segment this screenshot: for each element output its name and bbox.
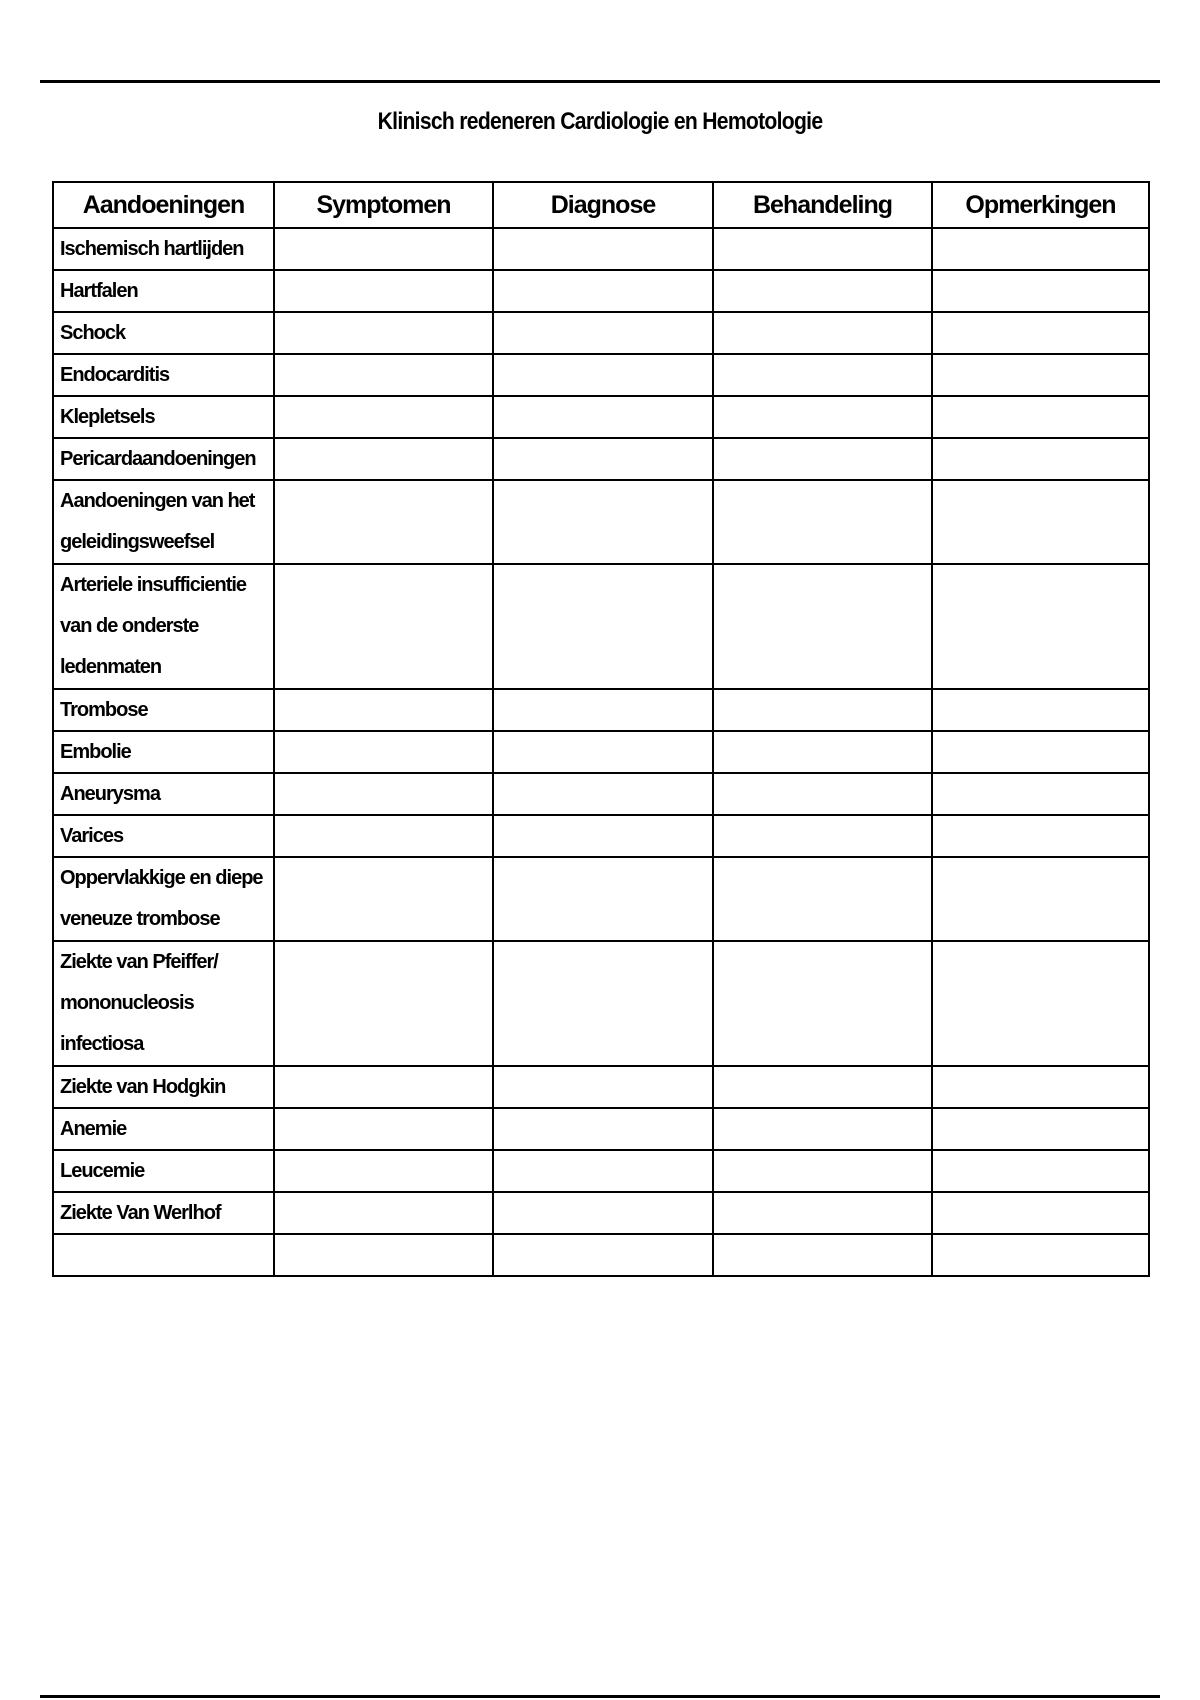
symptoms-cell[interactable]: [274, 1234, 493, 1276]
table-row: [53, 480, 1149, 564]
condition-cell: Schock: [53, 312, 274, 354]
condition-cell: Ziekte van Hodgkin: [53, 1066, 274, 1108]
table-header-row: [53, 182, 1149, 228]
diagnosis-cell[interactable]: [493, 857, 713, 941]
remarks-cell[interactable]: [932, 815, 1149, 857]
condition-cell: Klepletsels: [53, 396, 274, 438]
remarks-cell[interactable]: [932, 396, 1149, 438]
remarks-cell[interactable]: [932, 1150, 1149, 1192]
table-row: [53, 270, 1149, 312]
top-divider: [40, 80, 1160, 83]
table-row: [53, 941, 1149, 1066]
symptoms-cell[interactable]: [274, 480, 493, 564]
treatment-cell[interactable]: [713, 312, 932, 354]
diagnosis-cell[interactable]: [493, 731, 713, 773]
symptoms-cell[interactable]: [274, 270, 493, 312]
symptoms-cell[interactable]: [274, 312, 493, 354]
treatment-cell[interactable]: [713, 731, 932, 773]
table-row: [53, 1066, 1149, 1108]
treatment-cell[interactable]: [713, 480, 932, 564]
condition-cell: Oppervlakkige en diepe veneuze trombose: [53, 857, 274, 941]
treatment-cell[interactable]: [713, 689, 932, 731]
remarks-cell[interactable]: [932, 941, 1149, 1066]
column-header-behandeling: Behandeling: [713, 182, 932, 228]
table-row: [53, 354, 1149, 396]
diagnosis-cell[interactable]: [493, 1192, 713, 1234]
treatment-cell[interactable]: [713, 1150, 932, 1192]
treatment-cell[interactable]: [713, 396, 932, 438]
symptoms-cell[interactable]: [274, 773, 493, 815]
condition-cell: Varices: [53, 815, 274, 857]
condition-cell: Embolie: [53, 731, 274, 773]
symptoms-cell[interactable]: [274, 857, 493, 941]
diagnosis-cell[interactable]: [493, 438, 713, 480]
symptoms-cell[interactable]: [274, 941, 493, 1066]
symptoms-cell[interactable]: [274, 228, 493, 270]
table-row: [53, 438, 1149, 480]
condition-cell: Trombose: [53, 689, 274, 731]
remarks-cell[interactable]: [932, 857, 1149, 941]
remarks-cell[interactable]: [932, 773, 1149, 815]
diagnosis-cell[interactable]: [493, 564, 713, 689]
table-row: [53, 731, 1149, 773]
condition-cell: Ziekte Van Werlhof: [53, 1192, 274, 1234]
diagnosis-cell[interactable]: [493, 228, 713, 270]
symptoms-cell[interactable]: [274, 564, 493, 689]
diagnosis-cell[interactable]: [493, 1150, 713, 1192]
condition-cell: Arteriele insufficientie van de onderste ledenmaten: [53, 564, 274, 689]
treatment-cell[interactable]: [713, 1234, 932, 1276]
treatment-cell[interactable]: [713, 1108, 932, 1150]
symptoms-cell[interactable]: [274, 396, 493, 438]
diagnosis-cell[interactable]: [493, 1234, 713, 1276]
remarks-cell[interactable]: [932, 1234, 1149, 1276]
condition-cell: Pericardaandoeningen: [53, 438, 274, 480]
symptoms-cell[interactable]: [274, 1150, 493, 1192]
remarks-cell[interactable]: [932, 270, 1149, 312]
condition-cell: Leucemie: [53, 1150, 274, 1192]
remarks-cell[interactable]: [932, 564, 1149, 689]
treatment-cell[interactable]: [713, 270, 932, 312]
treatment-cell[interactable]: [713, 438, 932, 480]
column-header-symptomen: Symptomen: [274, 182, 493, 228]
treatment-cell[interactable]: [713, 815, 932, 857]
bottom-divider: [40, 1695, 1160, 1698]
symptoms-cell[interactable]: [274, 1066, 493, 1108]
diagnosis-cell[interactable]: [493, 689, 713, 731]
diagnosis-cell[interactable]: [493, 773, 713, 815]
column-header-aandoeningen: Aandoeningen: [53, 182, 274, 228]
condition-cell: Anemie: [53, 1108, 274, 1150]
table-row: [53, 857, 1149, 941]
remarks-cell[interactable]: [932, 312, 1149, 354]
diagnosis-cell[interactable]: [493, 1108, 713, 1150]
symptoms-cell[interactable]: [274, 689, 493, 731]
conditions-table: [52, 181, 1150, 1277]
symptoms-cell[interactable]: [274, 731, 493, 773]
symptoms-cell[interactable]: [274, 1108, 493, 1150]
table-row: [53, 564, 1149, 689]
diagnosis-cell[interactable]: [493, 941, 713, 1066]
column-header-opmerkingen: Opmerkingen: [932, 182, 1149, 228]
condition-cell[interactable]: [53, 1234, 274, 1276]
table-row: [53, 773, 1149, 815]
condition-cell: Hartfalen: [53, 270, 274, 312]
treatment-cell[interactable]: [713, 773, 932, 815]
remarks-cell[interactable]: [932, 1066, 1149, 1108]
treatment-cell[interactable]: [713, 564, 932, 689]
table-row: [53, 1192, 1149, 1234]
table-row: [53, 1150, 1149, 1192]
table-row: [53, 689, 1149, 731]
symptoms-cell[interactable]: [274, 438, 493, 480]
condition-cell: Endocarditis: [53, 354, 274, 396]
treatment-cell[interactable]: [713, 228, 932, 270]
symptoms-cell[interactable]: [274, 354, 493, 396]
remarks-cell[interactable]: [932, 228, 1149, 270]
remarks-cell[interactable]: [932, 354, 1149, 396]
treatment-cell[interactable]: [713, 354, 932, 396]
remarks-cell[interactable]: [932, 438, 1149, 480]
treatment-cell[interactable]: [713, 941, 932, 1066]
treatment-cell[interactable]: [713, 1066, 932, 1108]
table-row: [53, 1108, 1149, 1150]
table-row: [53, 396, 1149, 438]
condition-cell: Aandoeningen van het geleidingsweefsel: [53, 480, 274, 564]
table-row: [53, 228, 1149, 270]
diagnosis-cell[interactable]: [493, 480, 713, 564]
remarks-cell[interactable]: [932, 1192, 1149, 1234]
condition-cell: Ziekte van Pfeiffer/ mononucleosis infectiosa: [53, 941, 274, 1066]
treatment-cell[interactable]: [713, 857, 932, 941]
column-header-diagnose: Diagnose: [493, 182, 713, 228]
diagnosis-cell[interactable]: [493, 354, 713, 396]
remarks-cell[interactable]: [932, 731, 1149, 773]
diagnosis-cell[interactable]: [493, 1066, 713, 1108]
symptoms-cell[interactable]: [274, 815, 493, 857]
remarks-cell[interactable]: [932, 1108, 1149, 1150]
diagnosis-cell[interactable]: [493, 312, 713, 354]
table-row: [53, 815, 1149, 857]
condition-cell: Aneurysma: [53, 773, 274, 815]
diagnosis-cell[interactable]: [493, 270, 713, 312]
symptoms-cell[interactable]: [274, 1192, 493, 1234]
page-title: Klinisch redeneren Cardiologie en Hemotologie: [377, 108, 823, 135]
treatment-cell[interactable]: [713, 1192, 932, 1234]
remarks-cell[interactable]: [932, 480, 1149, 564]
diagnosis-cell[interactable]: [493, 815, 713, 857]
table-row: [53, 1234, 1149, 1276]
diagnosis-cell[interactable]: [493, 396, 713, 438]
condition-cell: Ischemisch hartlijden: [53, 228, 274, 270]
table-row: [53, 312, 1149, 354]
remarks-cell[interactable]: [932, 689, 1149, 731]
